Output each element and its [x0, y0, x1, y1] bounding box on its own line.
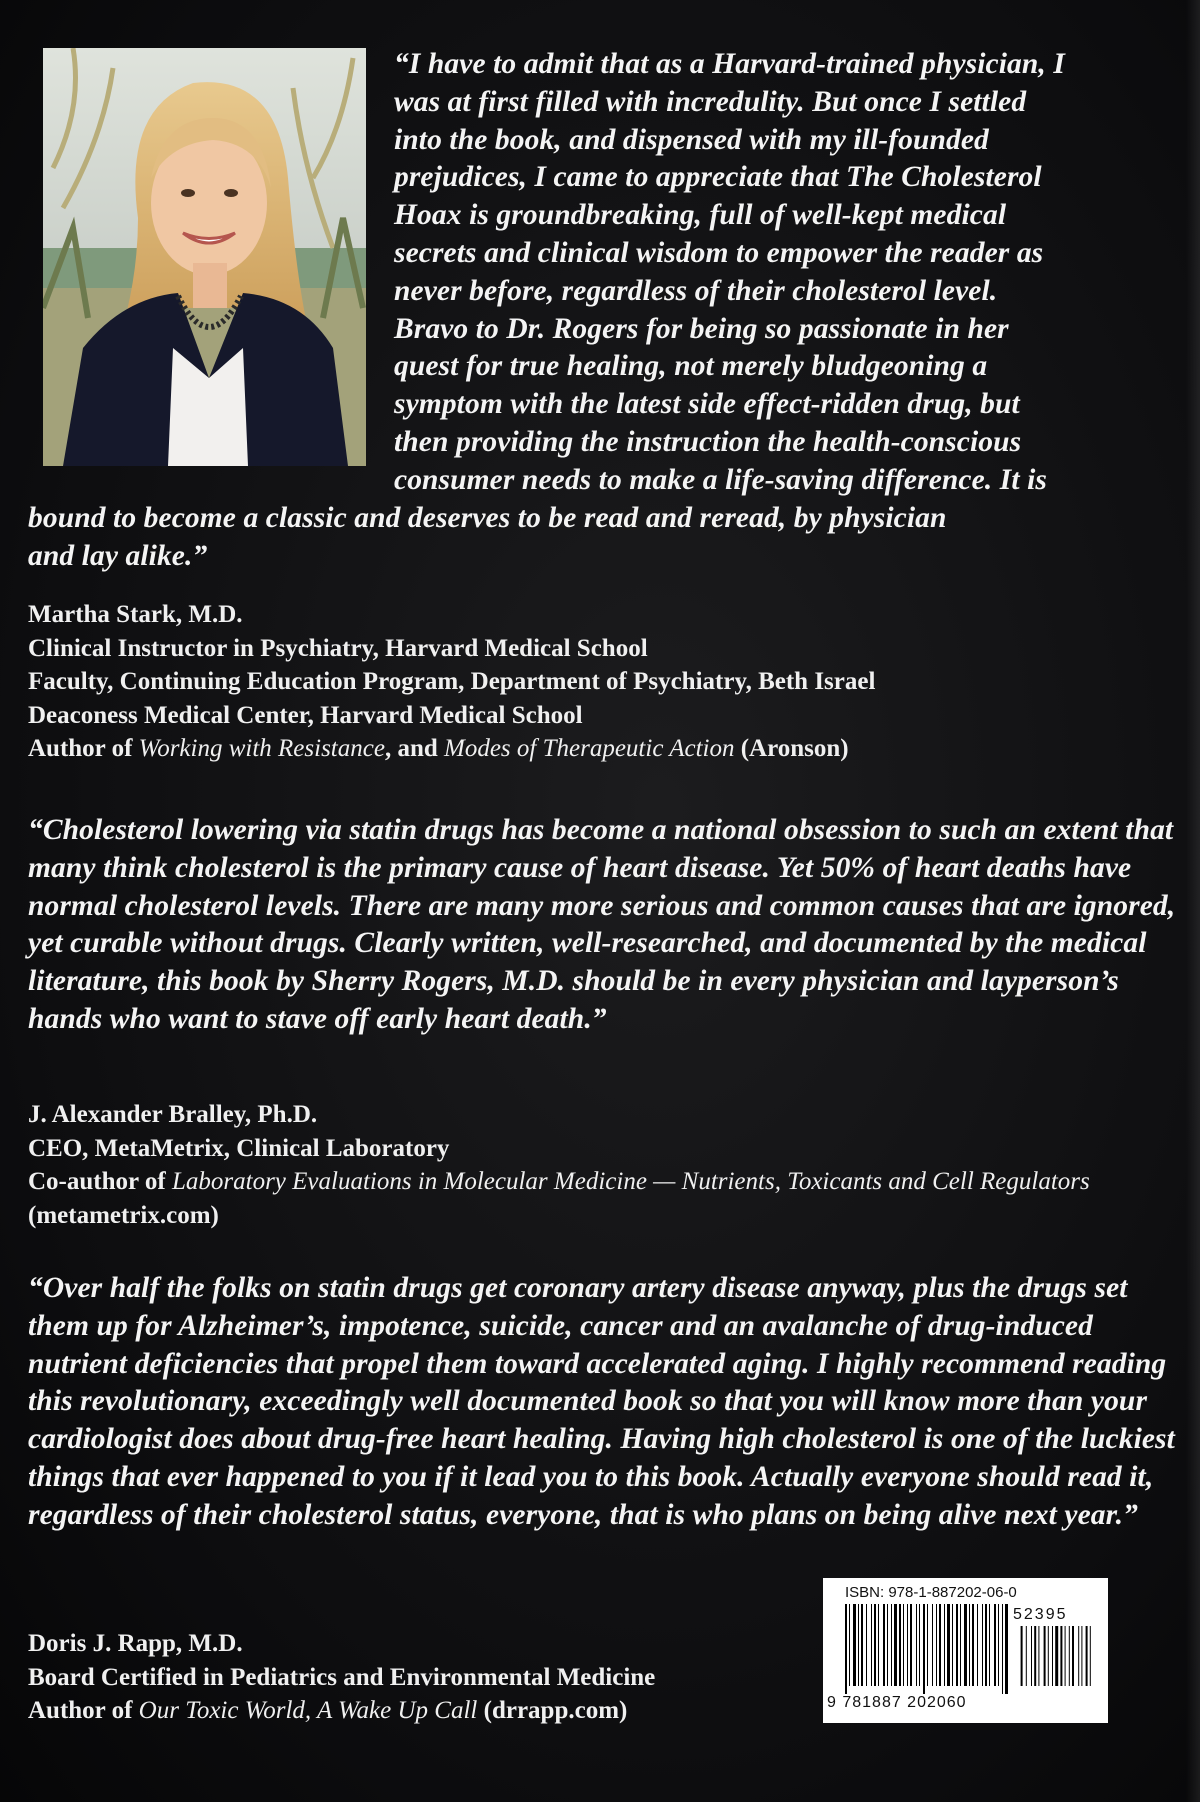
quote-1-line: consumer needs to make a life-saving difference. It is [394, 463, 1047, 496]
book-title: Our Toxic World, A Wake Up Call [138, 1697, 478, 1724]
author-prefix: Author of [28, 1697, 139, 1724]
isbn-barcode [823, 1578, 1108, 1723]
attribution-books [28, 1165, 1178, 1232]
barcode-digits: 9 781887 202060 [827, 1694, 967, 1711]
attribution-title: CEO, MetaMetrix, Clinical Laboratory [28, 1134, 450, 1162]
separator: , and [384, 735, 445, 762]
book-title: Modes of Therapeutic Action [444, 735, 735, 762]
attribution-title: Clinical Instructor in Psychiatry, Harvard Medical School [28, 634, 648, 662]
publisher: (Aronson) [734, 735, 849, 762]
quote-1-line: quest for true healing, not merely bludgeoning a [394, 350, 988, 383]
quote-1-line: “I have to admit that as a Harvard-trained physician, I [394, 48, 1065, 80]
quote-1-line: into the book, and dispensed with my ill-founded [394, 123, 989, 156]
attribution-name: Martha Stark, M.D. [28, 601, 243, 628]
author-photo [43, 48, 366, 466]
attribution-name: J. Alexander Bralley, Ph.D. [28, 1101, 318, 1128]
author-prefix: Co-author of [28, 1168, 172, 1195]
attribution-2 [28, 1098, 1178, 1232]
quote-1-line: never before, regardless of their cholesterol level. [394, 274, 998, 307]
quote-1-line: prejudices, I came to appreciate that The Cholesterol [394, 161, 1042, 194]
website: (metametrix.com) [28, 1201, 219, 1229]
book-title: Laboratory Evaluations in Molecular Medicine — Nutrients, Toxicants and Cell Regulators [171, 1168, 1090, 1195]
attribution-title: Board Certified in Pediatrics and Environmental Medicine [28, 1663, 656, 1691]
quote-1-line: and lay alike.” [28, 539, 208, 572]
isbn-label: ISBN: 978-1-887202-06-0 [845, 1584, 1017, 1601]
attribution-1 [28, 598, 1178, 766]
book-title: Working with Resistance [138, 735, 385, 762]
quote-3: “Over half the folks on statin drugs get coronary artery disease anyway, plus the drugs set them up for Alzheimer’s, impotence, suicide, cancer and an avalanche of drug-induced nutrient deficiencies that propel them toward accelerated aging. I highly recommend reading this revolutionary, exceedingly well documented book so that you will know more than your cardiologist does about drug-free heart healing. Having high cholesterol is one of the luckiest things that ever happened to you if it lead you to this book. Actually everyone should read it, regardless of their cholesterol status, everyone, that is who plans on being alive next year.” [28, 1272, 1175, 1531]
quote-1-line: was at first filled with incredulity. But once I settled [394, 85, 1027, 118]
attribution-title: Deaconess Medical Center, Harvard Medical School [28, 701, 583, 729]
quote-1-right-column [394, 46, 1184, 500]
quote-1-line: Bravo to Dr. Rogers for being so passionate in her [394, 312, 1009, 345]
attribution-name: Doris J. Rapp, M.D. [28, 1630, 243, 1657]
quote-1-line: bound to become a classic and deserves to be read and reread, by physician [28, 502, 947, 534]
attribution-books [28, 732, 1178, 766]
author-prefix: Author of [28, 735, 139, 762]
quote-1-line: secrets and clinical wisdom to empower the reader as [394, 236, 1044, 269]
quote-1-line: symptom with the latest side effect-ridden drug, but [394, 388, 1020, 421]
quote-1-full-width [28, 500, 1168, 576]
website: (drrapp.com) [477, 1697, 628, 1724]
attribution-books [28, 1694, 828, 1728]
price-code: 52395 [1013, 1606, 1068, 1623]
quote-1-line: then providing the instruction the health-conscious [394, 425, 1022, 458]
quote-2: “Cholesterol lowering via statin drugs has become a national obsession to such an extent that many think cholesterol is the primary cause of heart disease. Yet 50% of heart deaths have normal cholesterol levels. There are many more serious and common causes that are ignored, yet curable without drugs. Clearly written, well-researched, and documented by the medical literature, this book by Sherry Rogers, M.D. should be in every physician and layperson’s hands who want to stave off early heart death.” [28, 814, 1176, 1035]
attribution-title: Faculty, Continuing Education Program, Department of Psychiatry, Beth Israel [28, 668, 876, 695]
quote-1-line: Hoax is groundbreaking, full of well-kept medical [394, 199, 1007, 232]
attribution-3 [28, 1627, 828, 1728]
